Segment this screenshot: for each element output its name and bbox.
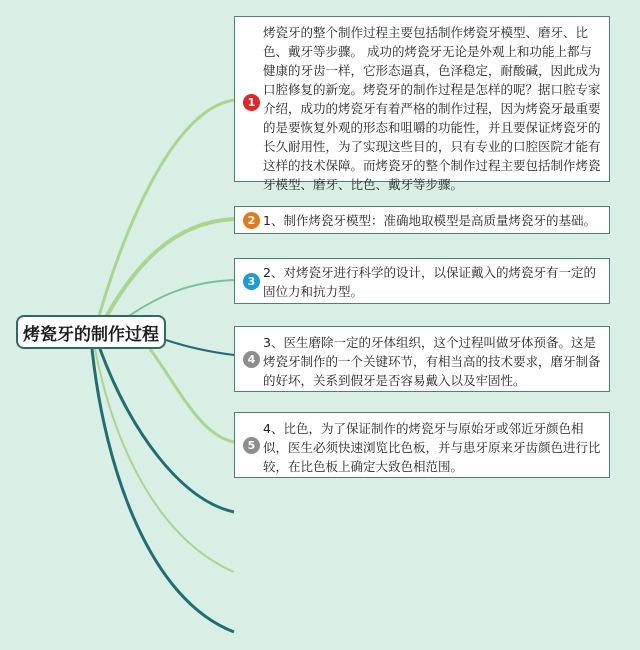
node-3-text: 2、对烤瓷牙进行科学的设计，以保证戴入的烤瓷牙有一定的固位力和抗力型。 — [263, 265, 596, 299]
number-badge-2: 2 — [243, 212, 260, 229]
branch-to-node-4 — [166, 340, 234, 355]
branch-to-node-5 — [150, 349, 234, 442]
number-badge-4: 4 — [243, 351, 260, 368]
node-2[interactable] — [234, 206, 610, 234]
root-title: 烤瓷牙的制作过程 — [23, 324, 159, 345]
node-1-text: 烤瓷牙的整个制作过程主要包括制作烤瓷牙模型、磨牙、比色、戴牙等步骤。 成功的烤瓷牙无论是外观上和功能上都与健康的牙齿一样，它形态逼真，色泽稳定，耐酸碱，因此成为口腔修复的新宠。烤瓷牙的制作过程是怎样的呢？据口腔专家介绍，成功的烤瓷牙有着严格的制作过程，因为烤瓷牙最重要的是要恢复外观的形态和咀嚼的功能性，并且要保证烤瓷牙的长久耐用性，为了实现这些目的，只有专业的口腔医院才能有这样的技术保障。而烤瓷牙的整个制作过程主要包括制作烤瓷牙模型、磨牙、比色、戴牙等步骤。 — [263, 25, 601, 192]
number-badge-1: 1 — [243, 94, 260, 111]
node-5[interactable] — [234, 412, 610, 478]
node-4-text: 3、医生磨除一定的牙体组织，这个过程叫做牙体预备。这是烤瓷牙制作的一个关键环节，有相当高的技术要求，磨牙制备的好坏，关系到假牙是否容易戴入以及牢固性。 — [263, 335, 601, 388]
branch-extra-3 — [92, 349, 234, 632]
branch-extra-2 — [95, 349, 234, 572]
root-topic[interactable] — [16, 315, 166, 349]
node-1[interactable] — [234, 16, 610, 192]
node-5-text: 4、比色，为了保证制作的烤瓷牙与原始牙或邻近牙颜色相似，医生必须快速浏览比色板，并与患牙原来牙齿颜色进行比较，在比色板上确定大致色相范围。 — [263, 421, 601, 474]
node-2-text: 1、制作烤瓷牙模型：准确地取模型是高质量烤瓷牙的基础。 — [263, 213, 596, 228]
number-badge-5: 5 — [243, 437, 260, 454]
number-badge-3: 3 — [243, 273, 260, 290]
node-4[interactable] — [234, 326, 610, 392]
branch-to-node-2 — [100, 219, 234, 328]
node-3[interactable] — [234, 258, 610, 304]
